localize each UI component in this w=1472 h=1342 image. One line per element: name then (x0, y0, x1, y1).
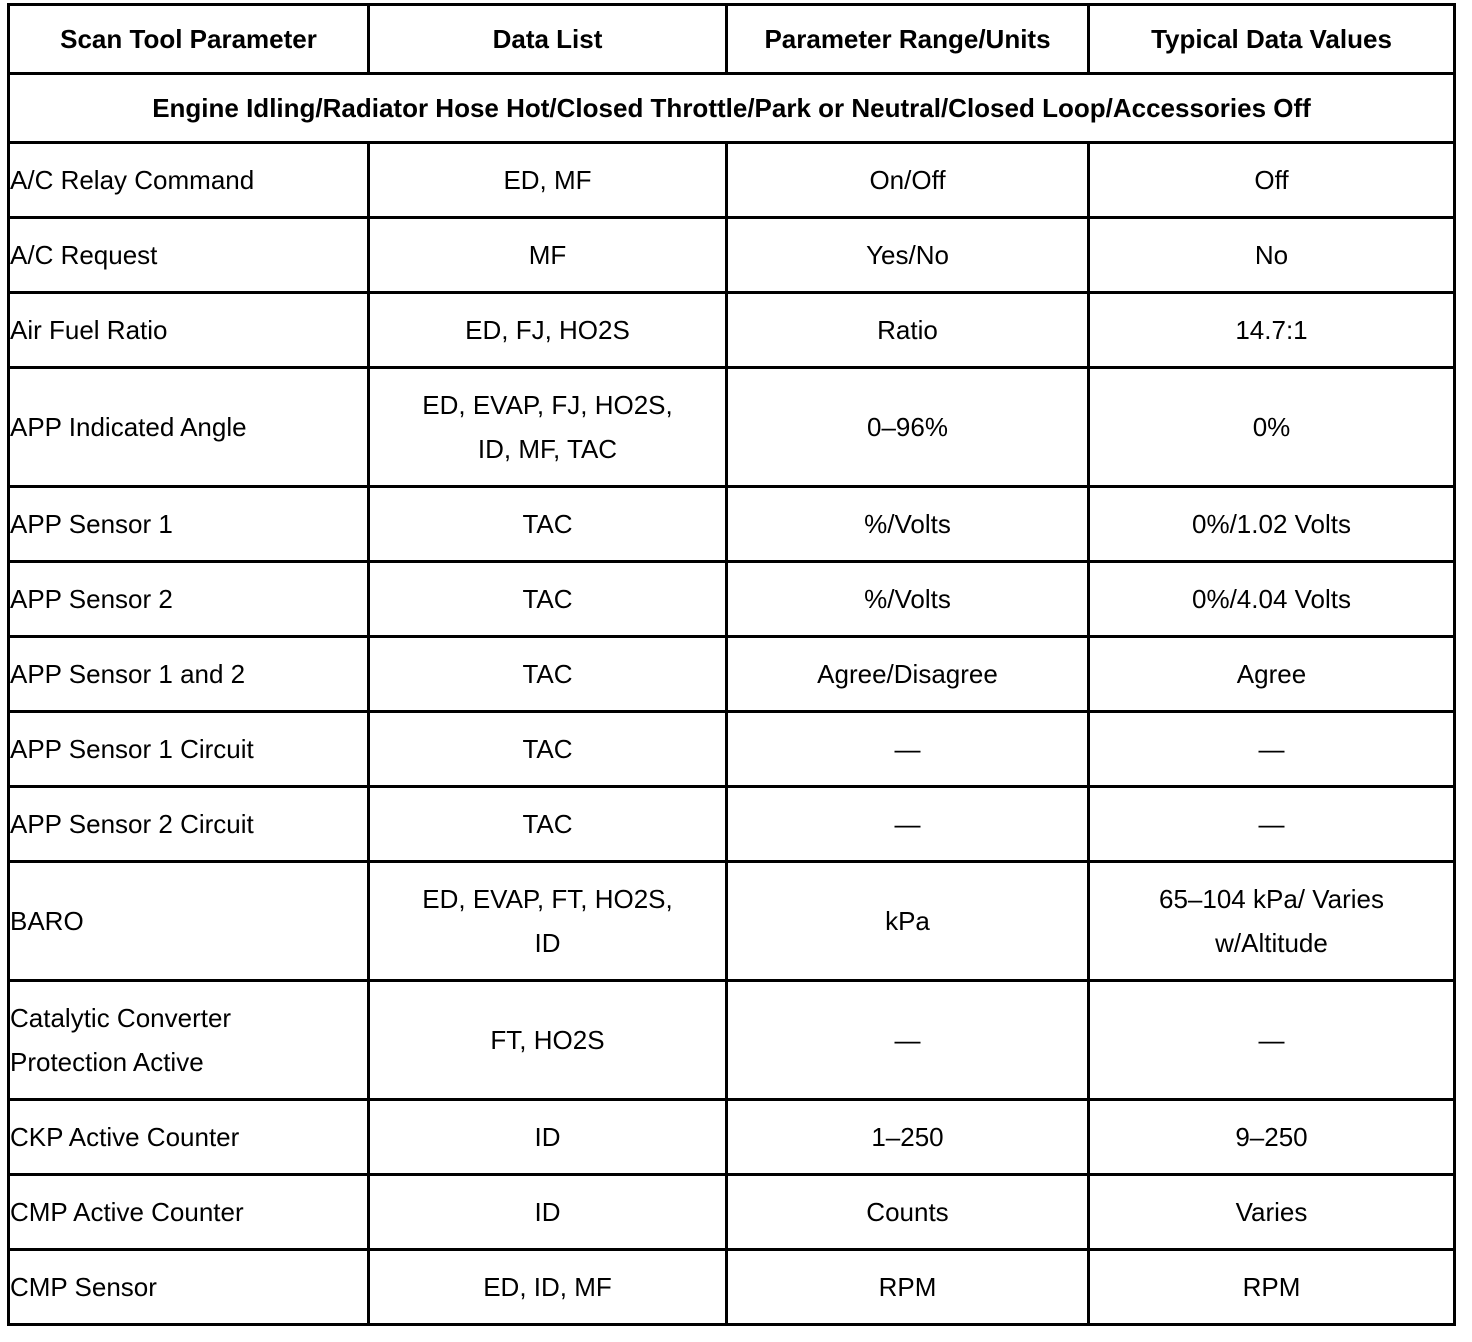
typical-value-cell: 0%/1.02 Volts (1089, 487, 1455, 562)
range-cell: Agree/Disagree (727, 637, 1089, 712)
data-list-line: ID (534, 928, 561, 958)
range-cell: 1–250 (727, 1100, 1089, 1175)
table-row (9, 712, 1455, 787)
table-row (9, 487, 1455, 562)
table-row (9, 1100, 1455, 1175)
table-row (9, 981, 1455, 1100)
parameter-cell: CMP Active Counter (9, 1175, 369, 1250)
table-row (9, 368, 1455, 487)
table-row (9, 293, 1455, 368)
typical-value-cell: RPM (1089, 1250, 1455, 1325)
data-list-cell: FT, HO2S (369, 981, 727, 1100)
table-row (9, 637, 1455, 712)
typical-value-cell: — (1089, 712, 1455, 787)
typical-value-cell (1089, 862, 1455, 981)
condition-row (9, 74, 1455, 143)
typical-value-cell: Off (1089, 143, 1455, 218)
range-cell: 0–96% (727, 368, 1089, 487)
table-row (9, 143, 1455, 218)
header-parameter-range-units: Parameter Range/Units (727, 5, 1089, 74)
header-row (9, 5, 1455, 74)
parameter-cell: APP Indicated Angle (9, 368, 369, 487)
table-row (9, 862, 1455, 981)
parameter-cell: APP Sensor 1 Circuit (9, 712, 369, 787)
header-scan-tool-parameter: Scan Tool Parameter (9, 5, 369, 74)
typical-value-cell: — (1089, 981, 1455, 1100)
typical-value-cell: — (1089, 787, 1455, 862)
data-list-cell: TAC (369, 787, 727, 862)
typical-value-line: w/Altitude (1215, 928, 1328, 958)
range-cell: RPM (727, 1250, 1089, 1325)
parameter-cell: APP Sensor 1 and 2 (9, 637, 369, 712)
typical-value-cell: 0% (1089, 368, 1455, 487)
table-row (9, 218, 1455, 293)
table-row (9, 787, 1455, 862)
header-typical-data-values: Typical Data Values (1089, 5, 1455, 74)
typical-value-cell: 14.7:1 (1089, 293, 1455, 368)
parameter-cell: A/C Relay Command (9, 143, 369, 218)
typical-value-cell: Varies (1089, 1175, 1455, 1250)
typical-value-cell: 9–250 (1089, 1100, 1455, 1175)
parameter-line: Catalytic Converter (10, 1003, 232, 1033)
parameter-cell: APP Sensor 1 (9, 487, 369, 562)
data-list-cell: TAC (369, 712, 727, 787)
parameter-cell: Air Fuel Ratio (9, 293, 369, 368)
table-row (9, 1250, 1455, 1325)
table-row (9, 1175, 1455, 1250)
header-data-list: Data List (369, 5, 727, 74)
typical-value-cell: 0%/4.04 Volts (1089, 562, 1455, 637)
operating-condition: Engine Idling/Radiator Hose Hot/Closed Throttle/Park or Neutral/Closed Loop/Accessories Off (9, 74, 1455, 143)
range-cell: — (727, 981, 1089, 1100)
data-list-cell: TAC (369, 487, 727, 562)
range-cell: Ratio (727, 293, 1089, 368)
range-cell: %/Volts (727, 562, 1089, 637)
typical-value-cell: Agree (1089, 637, 1455, 712)
data-list-line: ID, MF, TAC (477, 434, 618, 464)
data-list-line: ED, EVAP, FT, HO2S, (422, 884, 673, 914)
data-list-cell: TAC (369, 562, 727, 637)
parameter-cell: A/C Request (9, 218, 369, 293)
data-list-cell: MF (369, 218, 727, 293)
data-list-cell (369, 368, 727, 487)
range-cell: — (727, 787, 1089, 862)
range-cell: %/Volts (727, 487, 1089, 562)
range-cell: Yes/No (727, 218, 1089, 293)
data-list-cell: ID (369, 1100, 727, 1175)
parameter-cell: APP Sensor 2 (9, 562, 369, 637)
data-list-cell: ED, FJ, HO2S (369, 293, 727, 368)
range-cell: — (727, 712, 1089, 787)
parameter-cell (9, 981, 369, 1100)
range-cell: kPa (727, 862, 1089, 981)
parameter-cell: CMP Sensor (9, 1250, 369, 1325)
parameter-cell: APP Sensor 2 Circuit (9, 787, 369, 862)
data-list-line: ED, EVAP, FJ, HO2S, (422, 390, 673, 420)
parameter-cell: BARO (9, 862, 369, 981)
data-list-cell: ID (369, 1175, 727, 1250)
parameter-cell: CKP Active Counter (9, 1100, 369, 1175)
data-list-cell: ED, MF (369, 143, 727, 218)
data-list-cell: TAC (369, 637, 727, 712)
table-row (9, 562, 1455, 637)
range-cell: Counts (727, 1175, 1089, 1250)
range-cell: On/Off (727, 143, 1089, 218)
typical-value-cell: No (1089, 218, 1455, 293)
typical-value-line: 65–104 kPa/ Varies (1159, 884, 1384, 914)
data-list-cell: ED, ID, MF (369, 1250, 727, 1325)
data-list-cell (369, 862, 727, 981)
parameter-line: Protection Active (10, 1047, 204, 1077)
scan-tool-data-table (7, 3, 1456, 1326)
